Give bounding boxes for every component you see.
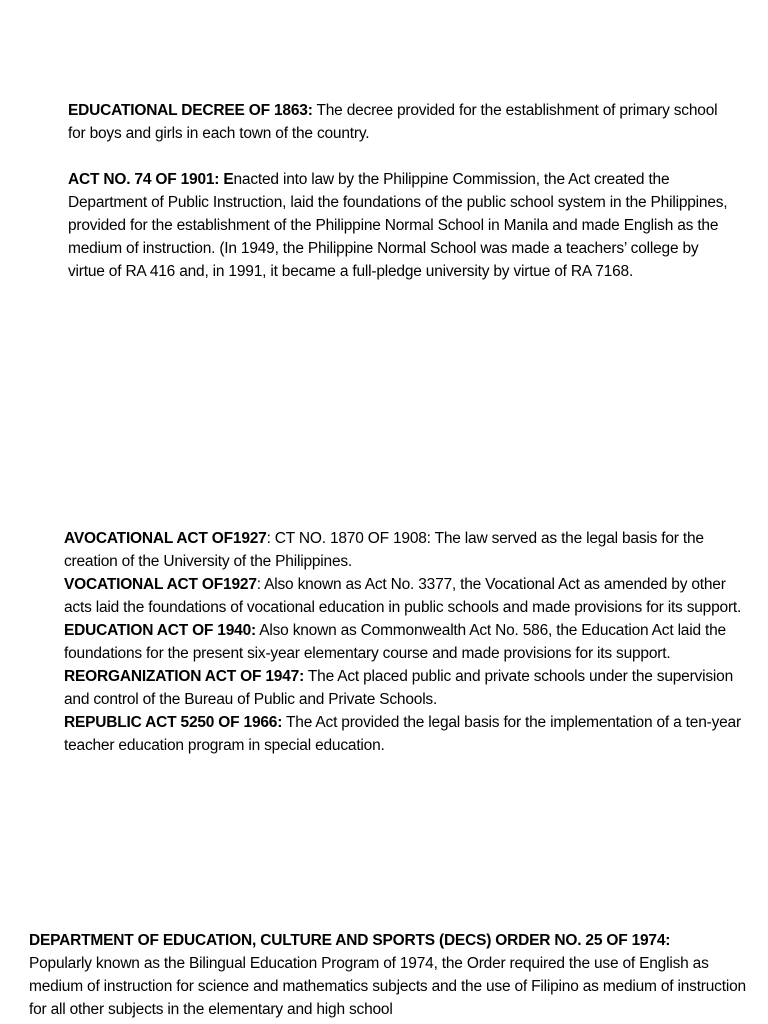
entry-heading: AVOCATIONAL ACT OF1927 [64,530,267,547]
entry-heading: REPUBLIC ACT 5250 OF 1966: [64,714,283,731]
entry-text: : CT NO. 1870 OF 1908: The law served as the legal basis for the creation of the University of the Philippines. [64,530,704,570]
entry-text: nacted into law by the Philippine Commission, the Act created the Department of Public Instruction, laid the foundations of the public school system in the Philippines, provided for the establishment of the Philippine Normal School in Manila and made English as the medium of instruction. (In 1949, the Philippine Normal School was made a teachers’ college by virtue of RA 416 and, in 1991, it became a full-pledge university by virtue of RA 7168. [68,171,728,280]
text-block-3 [29,929,749,1021]
entry-text: : Also known as Act No. 3377, the Vocational Act as amended by other acts laid the foundations of vocational education in public schools and made provisions for its support. [64,576,742,616]
entry-vocational-act [64,573,754,619]
entry-heading: EDUCATION ACT OF 1940: [64,622,256,639]
entry-act-no-74-1901 [68,168,728,283]
entry-heading: EDUCATIONAL DECREE OF 1863: [68,102,313,119]
entry-text: The decree provided for the establishment of primary school for boys and girls in each town of the country. [68,102,718,142]
entry-reorganization-act-1947 [64,665,754,711]
entry-avocational-act [64,527,754,573]
text-block-2 [64,527,754,757]
entry-text: Also known as Commonwealth Act No. 586, the Education Act laid the foundations for the present six-year elementary course and made provisions for its support. [64,622,726,662]
entry-educational-decree-1863 [68,99,728,145]
paragraph-gap [68,145,728,168]
entry-text: The Act placed public and private schools under the supervision and control of the Bureau of Public and Private Schools. [64,668,733,708]
entry-text: Popularly known as the Bilingual Education Program of 1974, the Order required the use of English as medium of instruction for science and mathematics subjects and the use of Filipino as medium of instruction for all other subjects in the elementary and high school [29,955,746,1018]
entry-decs-order-25 [29,929,749,1021]
entry-republic-act-5250 [64,711,754,757]
entry-text: The Act provided the legal basis for the implementation of a ten-year teacher education program in special education. [64,714,741,754]
entry-heading: REORGANIZATION ACT OF 1947: [64,668,305,685]
text-block-1 [68,99,728,283]
entry-heading: DEPARTMENT OF EDUCATION, CULTURE AND SPORTS (DECS) ORDER NO. 25 OF 1974: [29,932,671,949]
entry-education-act-1940 [64,619,754,665]
entry-heading: ACT NO. 74 OF 1901: E [68,171,234,188]
entry-heading: VOCATIONAL ACT OF1927 [64,576,257,593]
